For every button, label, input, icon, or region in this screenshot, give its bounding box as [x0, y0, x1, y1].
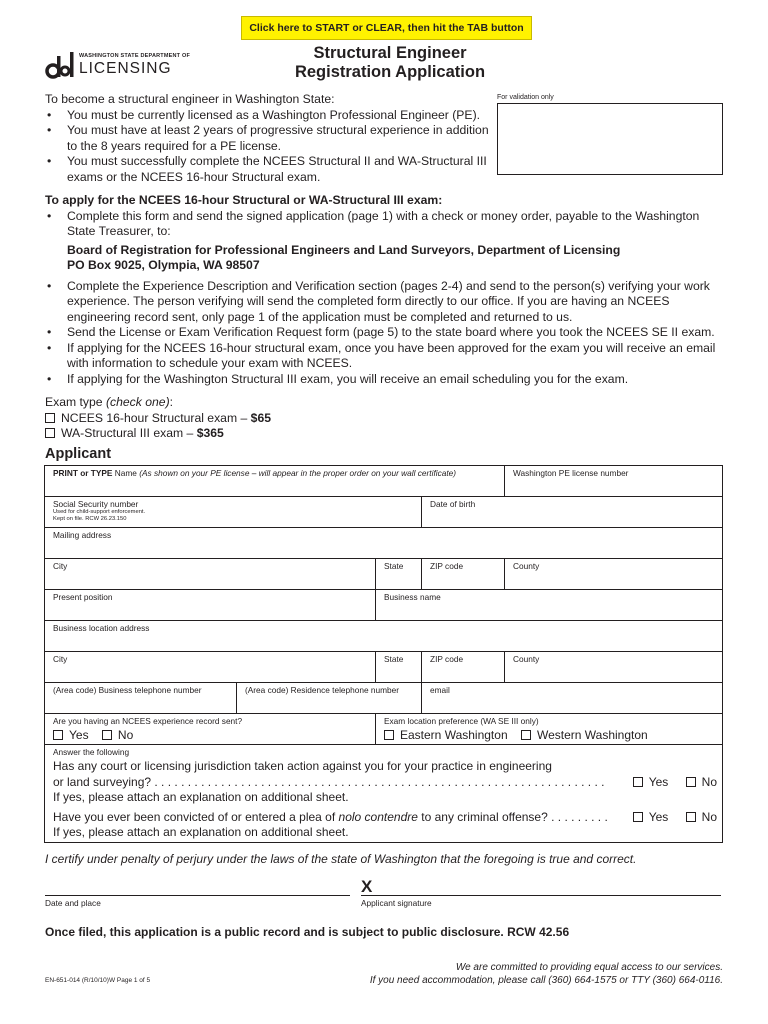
exam-option-label: NCEES 16-hour Structural exam – [61, 410, 251, 425]
requirement-item: • You must be currently licensed as a Washington Professional Engineer (PE). [45, 108, 493, 124]
apply-step: • Send the License or Exam Verification Request form (page 5) to the state board where you took the NCEES SE II exam. [45, 325, 725, 341]
no-label: No [701, 809, 717, 824]
city-field[interactable]: City [45, 559, 376, 590]
business-county-field[interactable]: County [505, 652, 722, 683]
dol-logo-icon [45, 50, 77, 80]
title-line-2: Registration Application [294, 63, 486, 81]
q2-no-checkbox[interactable] [686, 812, 696, 822]
question-1-line-2: or land surveying? . . . . . . . . . . . . . . . . . . . . . . . . . . . . . . . . . . . . . . . . . . . . . . . . . . . . . . . . . . . . . . . . . . . . [53, 774, 605, 789]
business-phone-field[interactable]: (Area code) Business telephone number [45, 683, 237, 714]
county-field[interactable]: County [505, 559, 722, 590]
logo-department: WASHINGTON STATE DEPARTMENT OF [79, 53, 191, 59]
signature-label: Applicant signature [361, 898, 432, 908]
business-state-field[interactable]: State [376, 652, 422, 683]
residence-phone-field[interactable]: (Area code) Residence telephone number [237, 683, 422, 714]
exam-type-text: Exam type [45, 395, 106, 409]
apply-heading: To apply for the NCEES 16-hour Structural or WA-Structural III exam: [45, 193, 443, 207]
signature-line[interactable] [361, 895, 721, 896]
date-place-line[interactable] [45, 895, 350, 896]
start-clear-button[interactable]: Click here to START or CLEAR, then hit the TAB button [241, 16, 532, 40]
questions-block [45, 745, 722, 842]
accessibility-notice [370, 962, 723, 987]
page-title [240, 44, 540, 82]
exam-option-price: $65 [250, 410, 272, 425]
requirement-item: • You must successfully complete the NCEES Structural II and WA-Structural III exams or the NCEES 16-hour Structural exam. [45, 154, 493, 185]
q2-text: Have you ever been convicted of or entered a plea of [53, 809, 339, 824]
yes-label: Yes [648, 774, 669, 789]
dob-field[interactable]: Date of birth [422, 497, 722, 528]
intro-text: To become a structural engineer in Washington State: [45, 92, 335, 106]
ssn-label: Social Security number [53, 499, 139, 509]
email-field[interactable]: email [422, 683, 722, 714]
question-2-followup: If yes, please attach an explanation on additional sheet. [53, 825, 349, 839]
q2-text-end: to any criminal offense? . . . . . . . . . [417, 809, 608, 824]
business-zip-field[interactable]: ZIP code [422, 652, 505, 683]
exam-option-price: $365 [196, 426, 224, 440]
ssn-field[interactable] [45, 497, 422, 528]
q1-yes-checkbox[interactable] [633, 777, 643, 787]
exam-type-label [45, 395, 271, 411]
exam-wa-checkbox[interactable] [45, 428, 55, 438]
address-line-2: PO Box 9025, Olympia, WA 98507 [67, 258, 260, 272]
validation-box [497, 103, 723, 175]
question-1-line-1: Has any court or licensing jurisdiction taken action against you for your practice in engineering [53, 759, 552, 773]
requirement-item: • You must have at least 2 years of progressive structural experience in addition to the 8 years required for a PE license. [45, 123, 493, 154]
applicant-heading: Applicant [45, 446, 112, 462]
apply-step: • If applying for the Washington Structural III exam, you will receive an email scheduling you for the exam. [45, 372, 725, 388]
ncees-record-question [45, 714, 376, 745]
apply-step: • Complete this form and send the signed application (page 1) with a check or money order, payable to the Washington State Treasurer, to: [45, 209, 725, 240]
business-city-field[interactable]: City [45, 652, 376, 683]
exam-type-hint: (check one) [105, 395, 170, 409]
validation-label: For validation only [497, 94, 554, 101]
ncees-record-label: Are you having an NCEES experience record sent? [53, 716, 243, 726]
question-2-line [53, 810, 722, 826]
apply-step: • Complete the Experience Description and Verification section (pages 2-4) and send to the person(s) verifying your work experience. The person verifying will send the completed form directly to our office. If you are having an NCEES engineering record sent, only page 1 of the application must be completed and returned to us. [45, 279, 725, 326]
western-checkbox[interactable] [521, 730, 531, 740]
q1-no-checkbox[interactable] [686, 777, 696, 787]
apply-section [45, 193, 725, 387]
name-hint: (As shown on your PE license – will appear in the proper order on your wall certificate) [139, 468, 457, 478]
business-address-field[interactable]: Business location address [45, 621, 722, 652]
business-name-field[interactable]: Business name [376, 590, 722, 621]
form-id: EN-651-014 (R/10/10)W Page 1 of 5 [45, 977, 151, 984]
dol-logo [45, 50, 195, 80]
answer-following-label: Answer the following [53, 747, 130, 757]
state-field[interactable]: State [376, 559, 422, 590]
ncees-no-checkbox[interactable] [102, 730, 112, 740]
exam-type-section [45, 395, 271, 442]
requirements-section [45, 92, 493, 185]
accessibility-line-2: If you need accommodation, please call (360) 664-1575 or TTY (360) 664-0116. [369, 974, 723, 986]
yes-label: Yes [69, 728, 89, 742]
zip-field[interactable]: ZIP code [422, 559, 505, 590]
exam-option-wa [45, 426, 271, 442]
q2-yes-checkbox[interactable] [633, 812, 643, 822]
public-record-notice: Once filed, this application is a public record and is subject to public disclosure. RCW 42.56 [45, 925, 570, 939]
question-2 [53, 810, 722, 841]
present-position-field[interactable]: Present position [45, 590, 376, 621]
address-line-1: Board of Registration for Professional Engineers and Land Surveyors, Department of Licensing [67, 242, 621, 257]
question-1 [53, 759, 722, 806]
name-prefix: PRINT or TYPE [53, 468, 113, 478]
certification-text: I certify under penalty of perjury under the laws of the state of Washington that the foregoing is true and correct. [45, 852, 637, 866]
logo-name: LICENSING [79, 60, 172, 77]
q2-italic: nolo contendre [338, 809, 418, 824]
no-label: No [701, 774, 717, 789]
mailing-address-field[interactable]: Mailing address [45, 528, 722, 559]
title-line-1: Structural Engineer [313, 44, 467, 62]
pe-license-field[interactable]: Washington PE license number [505, 466, 722, 497]
question-1-followup: If yes, please attach an explanation on additional sheet. [53, 790, 349, 804]
exam-option-ncees [45, 411, 271, 427]
western-label: Western Washington [536, 728, 648, 742]
exam-location-question [376, 714, 722, 745]
eastern-checkbox[interactable] [384, 730, 394, 740]
question-1-answers [633, 775, 717, 791]
name-field[interactable] [45, 466, 505, 497]
exam-ncees-checkbox[interactable] [45, 413, 55, 423]
exam-option-label: WA-Structural III exam – [61, 426, 197, 440]
ssn-note: Kept on file. RCW 26.23.150 [53, 516, 127, 522]
applicant-form [44, 465, 723, 843]
name-label: Name [112, 468, 140, 478]
mailing-address-block [45, 243, 725, 274]
exam-location-label: Exam location preference (WA SE III only) [384, 716, 539, 726]
signature-x: X [361, 877, 373, 896]
ssn-note: Used for child-support enforcement. [53, 509, 146, 515]
exam-type-colon: : [169, 395, 174, 409]
date-place-label: Date and place [45, 898, 101, 908]
yes-label: Yes [648, 809, 669, 824]
apply-step: • If applying for the NCEES 16-hour structural exam, once you have been approved for the exam you will receive an email with information to schedule your exam with NCEES. [45, 341, 725, 372]
ncees-yes-checkbox[interactable] [53, 730, 63, 740]
eastern-label: Eastern Washington [400, 728, 508, 742]
accessibility-line-1: We are committed to providing equal access to our services. [455, 962, 723, 973]
no-label: No [117, 728, 134, 742]
question-2-answers [633, 810, 717, 826]
